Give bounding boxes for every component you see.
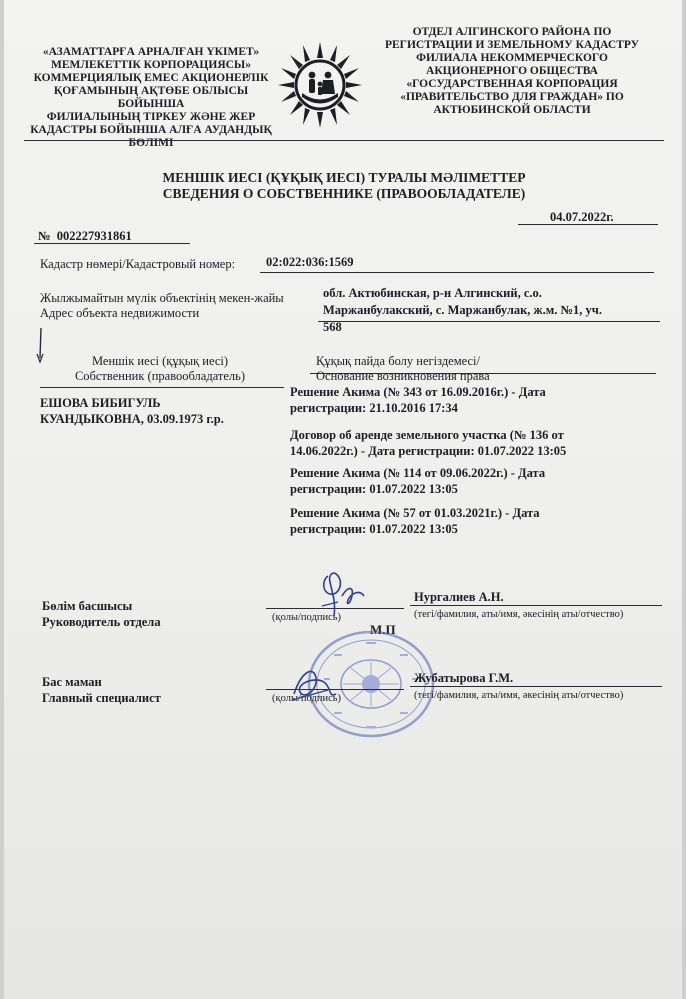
specialist-title-kz: Бас маман <box>42 675 102 689</box>
owner-column-header <box>40 354 280 384</box>
head-name: Нургалиев А.Н. <box>414 590 504 604</box>
head-title-ru: Руководитель отдела <box>42 615 161 629</box>
basis-header-ru: Основание возникновения права <box>316 369 490 383</box>
owner-column-divider <box>40 387 284 388</box>
owner-header-kz: Меншік иесі (құқық иесі) <box>91 354 229 368</box>
specialist-sign-caption: (қолы/подпись) <box>272 693 342 704</box>
basis-line: 14.06.2022г.) - Дата регистрации: 01.07.2022 13:05 <box>290 444 567 458</box>
cadastral-value: 02:022:036:1569 <box>266 255 354 269</box>
owner-name <box>40 395 224 427</box>
header-left-org <box>22 46 280 150</box>
head-name-line <box>410 605 662 606</box>
basis-column-divider <box>310 373 656 374</box>
government-logo-icon <box>276 40 364 130</box>
cadastral-label: Кадастр нөмері/Кадастровый номер: <box>40 257 236 271</box>
basis-line: регистрации: 01.07.2022 13:05 <box>290 482 458 496</box>
header-right-line: «ГОСУДАРСТВЕННАЯ КОРПОРАЦИЯ <box>406 78 618 90</box>
head-sign-caption: (қолы/подпись) <box>272 612 342 623</box>
basis-line: регистрации: 01.07.2022 13:05 <box>290 522 458 536</box>
number-underline <box>34 243 190 244</box>
head-name-caption: (тегі/фамилия, аты/имя, әкесінің аты/отчество) <box>414 609 624 620</box>
address-line: Маржанбулакский, с. Маржанбулак, ж.м. №1, уч. <box>323 303 602 317</box>
header-right-line: АКТЮБИНСКОЙ ОБЛАСТИ <box>433 104 591 116</box>
cadastral-underline <box>260 272 654 273</box>
header-left-line: БӨЛІМІ <box>128 137 174 149</box>
specialist-name-line <box>410 686 662 687</box>
specialist-name: Жубатырова Г.М. <box>414 671 514 685</box>
basis-item <box>290 465 545 497</box>
head-title <box>42 598 161 630</box>
stamp-place-label: М.П <box>370 622 396 637</box>
header-left-line: КОММЕРЦИЯЛЫҚ ЕМЕС АКЦИОНЕРЛІК <box>33 72 269 84</box>
page-title <box>104 170 584 202</box>
specialist-signature <box>284 660 354 706</box>
basis-item <box>290 384 546 416</box>
basis-line: Договор об аренде земельного участка (№ 136 от <box>290 428 564 442</box>
address-label-kz: Жылжымайтын мүлік объектінің мекен-жайы <box>40 291 284 305</box>
date-underline <box>518 224 658 225</box>
document-page <box>4 0 682 999</box>
head-title-kz: Бөлім басшысы <box>42 599 133 613</box>
title-kz: МЕНШІК ИЕСІ (ҚҰҚЫҚ ИЕСІ) ТУРАЛЫ МӘЛІМЕТТЕР <box>162 170 526 185</box>
owner-line: КУАНДЫКОВНА, 03.09.1973 г.р. <box>40 412 224 426</box>
basis-line: регистрации: 21.10.2016 17:34 <box>290 401 458 415</box>
header-left-line: ҚОҒАМЫНЫҢ АҚТӨБЕ ОБЛЫСЫ БОЙЫНША <box>53 85 249 110</box>
title-ru: СВЕДЕНИЯ О СОБСТВЕННИКЕ (ПРАВООБЛАДАТЕЛЕ) <box>162 186 526 201</box>
basis-item <box>290 427 566 459</box>
header-right-line: АКЦИОНЕРНОГО ОБЩЕСТВА <box>426 65 598 77</box>
header-left-line: ФИЛИАЛЫНЫҢ ТІРКЕУ ЖӘНЕ ЖЕР <box>46 111 256 123</box>
header-right-org <box>382 26 642 117</box>
header-left-line: КАДАСТРЫ БОЙЫНША АЛҒА АУДАНДЫҚ <box>30 124 272 136</box>
specialist-title-ru: Главный специалист <box>42 691 161 705</box>
document-date: 04.07.2022г. <box>550 210 614 224</box>
header-left-line: «АЗАМАТТАРҒА АРНАЛҒАН ҮКІМЕТ» <box>42 46 260 58</box>
head-signature <box>308 566 378 624</box>
address-label <box>40 291 284 321</box>
address-underline <box>318 321 660 322</box>
owner-header-ru: Собственник (правообладатель) <box>74 369 246 383</box>
header-left-line: МЕМЛЕКЕТТІК КОРПОРАЦИЯСЫ» <box>51 59 251 71</box>
address-label-ru: Адрес объекта недвижимости <box>40 306 200 320</box>
header-right-line: «ПРАВИТЕЛЬСТВО ДЛЯ ГРАЖДАН» ПО <box>400 91 624 103</box>
owner-line: ЕШОВА БИБИГУЛЬ <box>40 396 161 410</box>
header-right-line: ФИЛИАЛА НЕКОММЕРЧЕСКОГО <box>416 52 608 64</box>
specialist-name-caption: (тегі/фамилия, аты/имя, әкесінің аты/отчество) <box>414 690 624 701</box>
basis-line: Решение Акима (№ 343 от 16.09.2016г.) - Дата <box>290 385 546 399</box>
address-line: обл. Актюбинская, р-н Алгинский, с.о. <box>323 286 542 300</box>
basis-header-kz: Құқық пайда болу негіздемесі/ <box>316 354 480 368</box>
document-number: № 002227931861 <box>38 229 132 243</box>
basis-column-header <box>316 354 490 384</box>
address-value <box>323 285 663 336</box>
address-line: 568 <box>323 320 342 334</box>
header-divider <box>24 140 664 141</box>
basis-line: Решение Акима (№ 114 от 09.06.2022г.) - Дата <box>290 466 546 480</box>
header-right-line: ОТДЕЛ АЛГИНСКОГО РАЙОНА ПО <box>412 26 612 38</box>
basis-line: Решение Акима (№ 57 от 01.03.2021г.) - Дата <box>290 506 540 520</box>
specialist-title <box>42 674 161 706</box>
basis-item <box>290 505 540 537</box>
header-right-line: РЕГИСТРАЦИИ И ЗЕМЕЛЬНОМУ КАДАСТРУ <box>384 39 640 51</box>
